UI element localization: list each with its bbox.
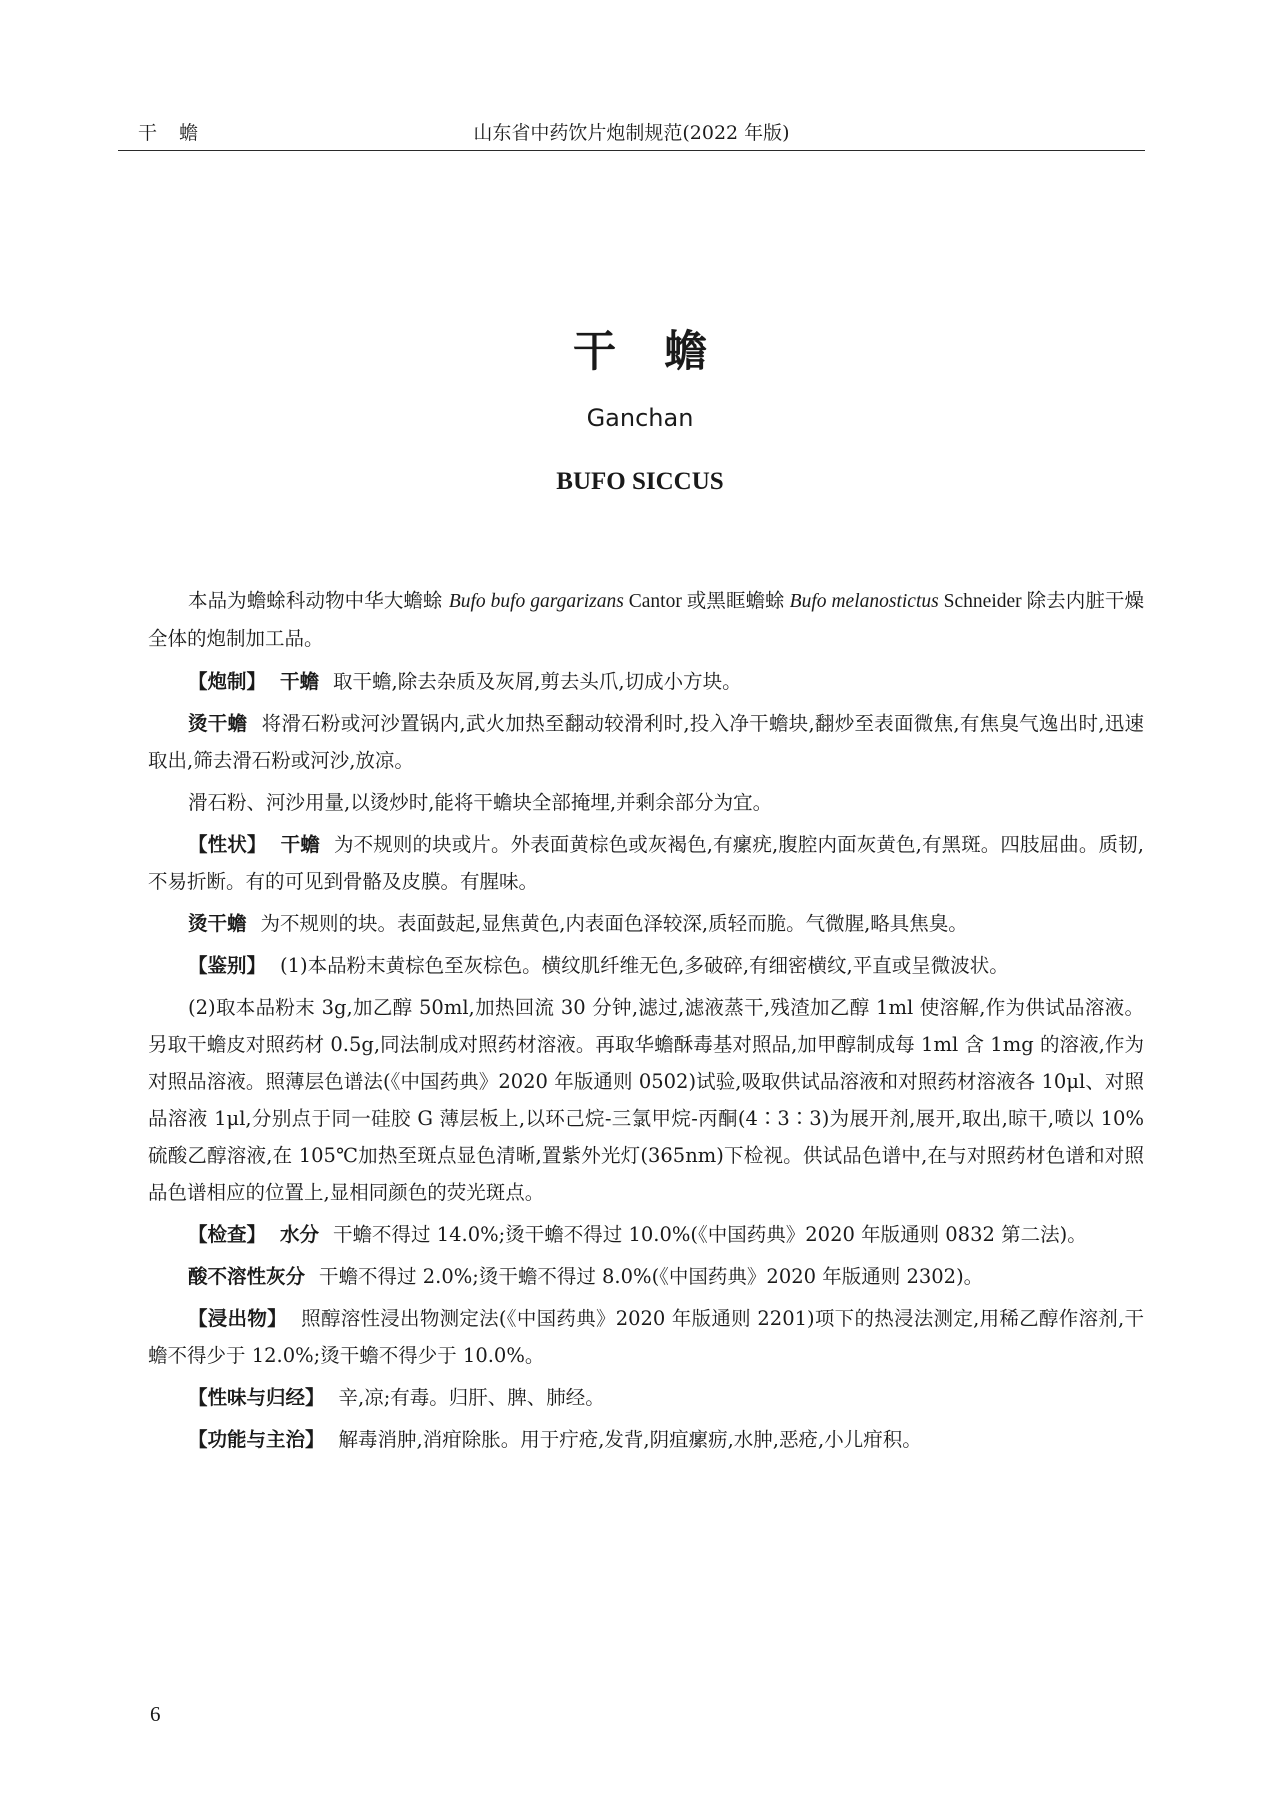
entry-latin-name: BUFO SICCUS	[556, 468, 724, 495]
identification-section	[148, 947, 1144, 984]
identification-text-2: (2)取本品粉末 3g,加乙醇 50ml,加热回流 30 分钟,滤过,滤液蒸干,残渣加乙醇 1ml 使溶解,作为供试品溶液。另取干蟾皮对照药材 0.5g,同法制成对照药材溶液。再取华蟾酥毒基对照品,加甲醇制成每 1ml 含 1mg 的溶液,作为对照品溶液。照薄层色谱法(《中国药典》2020 年版通则 0502)试验,吸取供试品溶液和对照药材溶液各 10μl、对照品溶液 1μl,分别点于同一硅胶 G 薄层板上,以环己烷-三氯甲烷-丙酮(4∶3∶3)为展开剂,展开,取出,晾干,喷以 10%硫酸乙醇溶液,在 105℃加热至斑点显色清晰,置紫外光灯(365nm)下检视。供试品色谱中,在与对照药材色谱和对照品色谱相应的位置上,显相同颜色的荧光斑点。	[148, 996, 1144, 1204]
section-heading-extractives: 【浸出物】	[188, 1307, 287, 1330]
entry-title: 干蟾	[573, 327, 755, 377]
section-heading-property: 【性味与归经】	[188, 1386, 325, 1409]
identification-paragraph-2	[148, 989, 1144, 1211]
description-section	[148, 826, 1144, 900]
description-term: 干蟾	[280, 833, 320, 856]
header-book-title: 山东省中药饮片炮制规范(2022 年版)	[473, 122, 790, 144]
inspection-section	[148, 1216, 1144, 1253]
intro-text: 本品为蟾蜍科动物中华大蟾蜍	[188, 589, 449, 612]
processing-text: 取干蟾,除去杂质及灰屑,剪去头爪,切成小方块。	[333, 670, 742, 693]
extractives-text: 照醇溶性浸出物测定法(《中国药典》2020 年版通则 2201)项下的热浸法测定,用稀乙醇作溶剂,干蟾不得少于 12.0%;烫干蟾不得少于 10.0%。	[148, 1307, 1144, 1367]
function-indication-section	[148, 1421, 1144, 1458]
roasted-term: 烫干蟾	[188, 712, 248, 735]
roasted-note-text: 滑石粉、河沙用量,以烫炒时,能将干蟾块全部掩埋,并剩余部分为宜。	[188, 791, 773, 814]
header-entry-name: 干蟾	[138, 122, 221, 144]
acid-insoluble-ash-text: 干蟾不得过 2.0%;烫干蟾不得过 8.0%(《中国药典》2020 年版通则 2302)。	[319, 1265, 984, 1288]
page-number: 6	[150, 1702, 161, 1726]
intro-paragraph	[148, 582, 1144, 658]
property-meridian-section	[148, 1379, 1144, 1416]
intro-text-2: Cantor 或黑眶蟾蜍	[623, 591, 790, 612]
identification-text-1: (1)本品粉末黄棕色至灰棕色。横纹肌纤维无色,多破碎,有细密横纹,平直或呈微波状。	[280, 954, 1009, 977]
section-heading-identification: 【鉴别】	[188, 954, 267, 977]
processing-term: 干蟾	[280, 670, 320, 693]
description-roasted-paragraph	[148, 905, 1144, 942]
section-heading-processing: 【炮制】	[188, 670, 267, 693]
entry-pinyin: Ganchan	[586, 404, 694, 432]
property-text: 辛,凉;有毒。归肝、脾、肺经。	[338, 1386, 605, 1409]
acid-insoluble-ash-paragraph	[148, 1258, 1144, 1295]
intro-text-3: Schneider 除去内脏干燥全体的炮制加工品。	[148, 591, 1144, 650]
processing-section	[148, 663, 1144, 700]
running-header	[118, 108, 1145, 151]
function-text: 解毒消肿,消疳除胀。用于疔疮,发背,阴疽瘰疬,水肿,恶疮,小儿疳积。	[338, 1428, 922, 1451]
description-roasted-text: 为不规则的块。表面鼓起,显焦黄色,内表面色泽较深,质轻而脆。气微腥,略具焦臭。	[260, 912, 968, 935]
roasted-text: 将滑石粉或河沙置锅内,武火加热至翻动较滑利时,投入净干蟾块,翻炒至表面微焦,有焦臭气逸出时,迅速取出,筛去滑石粉或河沙,放凉。	[148, 712, 1144, 772]
description-roasted-term: 烫干蟾	[188, 912, 247, 935]
roasted-note-paragraph	[148, 784, 1144, 821]
species-name-2: Bufo melanostictus	[789, 591, 939, 612]
moisture-term: 水分	[280, 1223, 320, 1246]
extractives-section	[148, 1300, 1144, 1374]
section-heading-description: 【性状】	[188, 833, 267, 856]
entry-body	[148, 582, 1144, 1463]
section-heading-function: 【功能与主治】	[188, 1428, 325, 1451]
acid-insoluble-ash-term: 酸不溶性灰分	[188, 1265, 306, 1288]
species-name-1: Bufo bufo gargarizans	[448, 591, 624, 612]
moisture-text: 干蟾不得过 14.0%;烫干蟾不得过 10.0%(《中国药典》2020 年版通则 0832 第二法)。	[333, 1223, 1087, 1246]
roasted-processing-paragraph	[148, 705, 1144, 779]
section-heading-inspection: 【检查】	[188, 1223, 267, 1246]
description-text: 为不规则的块或片。外表面黄棕色或灰褐色,有瘰疣,腹腔内面灰黄色,有黑斑。四肢屈曲。质韧,不易折断。有的可见到骨骼及皮膜。有腥味。	[148, 833, 1144, 893]
